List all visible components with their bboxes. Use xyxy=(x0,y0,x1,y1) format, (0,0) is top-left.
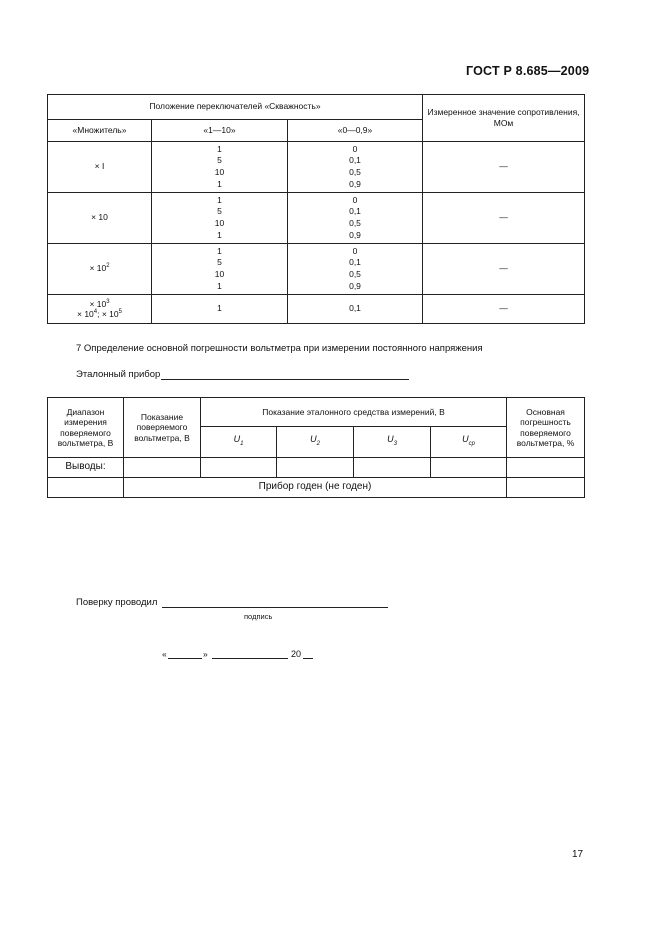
range2-values-cell: 0 0,1 0,5 0,9 xyxy=(288,193,423,244)
section-7-title: 7 Определение основной погрешности вольтметра при измерении постоянного напряжения xyxy=(76,343,483,354)
u3-column-header: $U_3$ xyxy=(354,427,431,458)
table-cell[interactable] xyxy=(124,458,201,478)
signature-label: Поверку проводил xyxy=(76,597,158,608)
switch-position-header: Положение переключателей «Скважность» xyxy=(48,95,423,120)
reference-instrument-label: Эталонный прибор xyxy=(76,369,161,380)
table-cell[interactable] xyxy=(431,458,507,478)
range1-values-cell: 1 5 10 1 xyxy=(152,244,288,295)
table-row xyxy=(48,244,585,295)
table-cell[interactable] xyxy=(507,458,585,478)
reference-instrument-field[interactable] xyxy=(161,379,409,380)
range2-values-cell: 0,1 xyxy=(288,295,423,324)
range-column-header: Диапазон измерения поверяемого вольтметра, В xyxy=(48,398,124,458)
range1-values-cell: 1 5 10 1 xyxy=(152,193,288,244)
date-month-field[interactable] xyxy=(212,658,288,659)
page-number: 17 xyxy=(572,849,584,860)
range1-values-cell: 1 5 10 1 xyxy=(152,142,288,193)
table-row xyxy=(48,193,585,244)
table-row xyxy=(48,142,585,193)
multiplier-cell: × 10 xyxy=(48,193,152,244)
u1-column-header: $U_1$ xyxy=(201,427,277,458)
multiplier-cell: × $10^3$ × $10^4$; × $10^5$ xyxy=(48,295,152,324)
multiplier-column-header: «Множитель» xyxy=(48,120,152,142)
verdict-text: Прибор годен (не годен) xyxy=(124,478,507,498)
table-cell[interactable] xyxy=(48,478,124,498)
multiplier-cell: × $10^2$ xyxy=(48,244,152,295)
measured-value-cell: — xyxy=(423,142,585,193)
range1-values-cell: 1 xyxy=(152,295,288,324)
measured-value-cell: — xyxy=(423,193,585,244)
multiplier-cell: × I xyxy=(48,142,152,193)
measured-value-cell: — xyxy=(423,295,585,324)
range-0-09-column-header: «0—0,9» xyxy=(288,120,423,142)
signature-caption: подпись xyxy=(244,612,273,621)
table-row xyxy=(48,478,585,498)
measured-value-cell: — xyxy=(423,244,585,295)
reading-column-header: Показание поверяемого вольтметра, В xyxy=(124,398,201,458)
table-cell[interactable] xyxy=(277,458,354,478)
range-1-10-column-header: «1—10» xyxy=(152,120,288,142)
document-standard-header: ГОСТ Р 8.685—2009 xyxy=(466,64,590,78)
date-day-field[interactable] xyxy=(168,658,202,659)
reference-reading-header: Показание эталонного средства измерений, В xyxy=(201,398,507,427)
table-row xyxy=(48,458,585,478)
ucp-column-header: $U_{ср}$ xyxy=(431,427,507,458)
conclusions-label: Выводы: xyxy=(48,458,124,478)
error-column-header: Основная погрешность поверяемого вольтметра, % xyxy=(507,398,585,458)
voltmeter-verification-table xyxy=(47,397,585,498)
signature-field[interactable] xyxy=(162,607,388,608)
table-cell[interactable] xyxy=(201,458,277,478)
measured-resistance-header: Измеренное значение сопротивления, МОм xyxy=(423,95,585,142)
range2-values-cell: 0 0,1 0,5 0,9 xyxy=(288,142,423,193)
date-year-field[interactable] xyxy=(303,658,313,659)
range2-values-cell: 0 0,1 0,5 0,9 xyxy=(288,244,423,295)
duty-cycle-resistance-table xyxy=(47,94,585,324)
u2-column-header: $U_2$ xyxy=(277,427,354,458)
table-cell[interactable] xyxy=(354,458,431,478)
table-row xyxy=(48,295,585,324)
table-cell[interactable] xyxy=(507,478,585,498)
